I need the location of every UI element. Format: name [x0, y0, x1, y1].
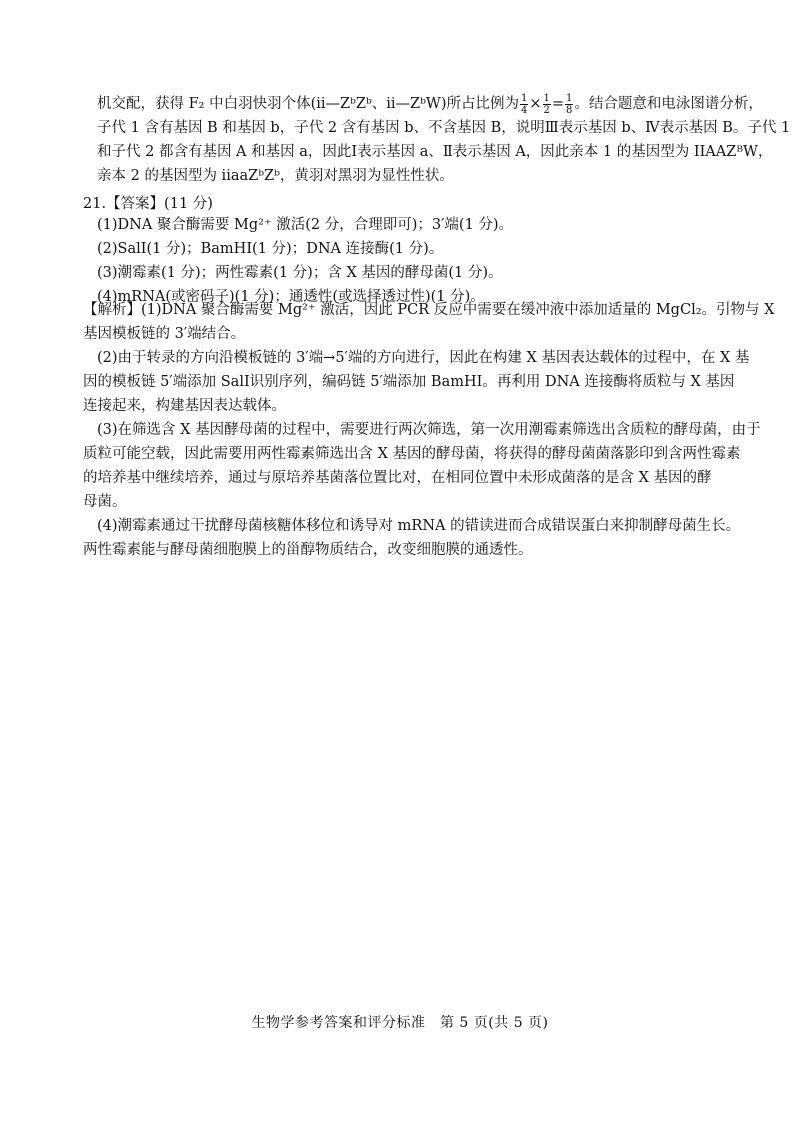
intro-paragraph	[97, 92, 791, 188]
fraction-1-8: $\frac{1}{8}$	[566, 92, 573, 116]
answer-2: (2)SalⅠ(1 分)；BamHⅠ(1 分)；DNA 连接酶(1 分)。	[97, 241, 444, 257]
analysis-line: 母菌。	[83, 494, 127, 510]
fraction-1-2: $\frac{1}{2}$	[543, 92, 550, 116]
fraction-1-4: $\frac{1}{4}$	[520, 92, 528, 116]
q21-header: 21.【答案】(11 分)	[83, 196, 213, 212]
intro-line-1: 机交配，获得 F₂ 中白羽快羽个体(ii—ZᵇZᵇ、ii—ZᵇW)所占比例为 $\frac{1}{4}$ × $\frac{1}{2}$ = $\frac{1}{8}$ 。结合题意和电泳图谱分析，	[97, 92, 763, 116]
analysis-line: 的培养基中继续培养，通过与原培养基菌落位置比对，在相同位置中未形成菌落的是含 X 基因的酵	[83, 470, 712, 486]
intro-line-4: 亲本 2 的基因型为 iiaaZᵇZᵇ，黄羽对黑羽为显性性状。	[97, 168, 454, 184]
q21-answers	[97, 213, 723, 309]
answer-3: (3)潮霉素(1 分)；两性霉素(1 分)；含 X 基因的酵母菌(1 分)。	[97, 265, 503, 281]
analysis-line: 【解析】(1)DNA 聚合酶需要 Mg²⁺ 激活，因此 PCR 反应中需要在缓冲液中添加适量的 MgCl₂。引物与 X	[83, 302, 775, 318]
analysis-line: 因的模板链 5′端添加 SalⅠ识别序列，编码链 5′端添加 BamHⅠ。再利用 DNA 连接酶将质粒与 X 基因	[83, 374, 735, 390]
answer-1: (1)DNA 聚合酶需要 Mg²⁺ 激活(2 分，合理即可)；3′端(1 分)。	[97, 217, 514, 233]
q21-analysis	[83, 298, 775, 562]
analysis-line: 连接起来，构建基因表达载体。	[83, 398, 286, 414]
analysis-line: (2)由于转录的方向沿模板链的 3′端→5′端的方向进行，因此在构建 X 基因表达载体的过程中，在 X 基	[97, 350, 750, 366]
answer-4: (4)mRNA(或密码子)(1 分)；通透性(或选择透过性)(1 分)。	[97, 289, 485, 305]
analysis-line: 基因模板链的 3′端结合。	[83, 326, 246, 342]
analysis-line: 两性霉素能与酵母菌细胞膜上的甾醇物质结合，改变细胞膜的通透性。	[83, 542, 533, 558]
page-footer: 生物学参考答案和评分标准 第 5 页(共 5 页)	[251, 1015, 549, 1031]
intro-line-3: 和子代 2 都含有基因 A 和基因 a，因此Ⅰ表示基因 a、Ⅱ表示基因 A，因此亲本 1 的基因型为 IIAAZᴮW，	[97, 144, 773, 160]
analysis-line: (3)在筛选含 X 基因酵母菌的过程中，需要进行两次筛选，第一次用潮霉素筛选出含质粒的酵母菌，由于	[97, 422, 761, 438]
analysis-line: 质粒可能空载，因此需要用两性霉素筛选出含 X 基因的酵母菌，将获得的酵母菌菌落影印到含两性霉素	[83, 446, 741, 462]
analysis-line: (4)潮霉素通过干扰酵母菌核糖体移位和诱导对 mRNA 的错读进而合成错误蛋白来抑制酵母菌生长。	[97, 518, 741, 534]
intro-line-2: 子代 1 含有基因 B 和基因 b，子代 2 含有基因 b、不含基因 B，说明Ⅲ表示基因 b、Ⅳ表示基因 B。子代 1	[97, 120, 791, 136]
